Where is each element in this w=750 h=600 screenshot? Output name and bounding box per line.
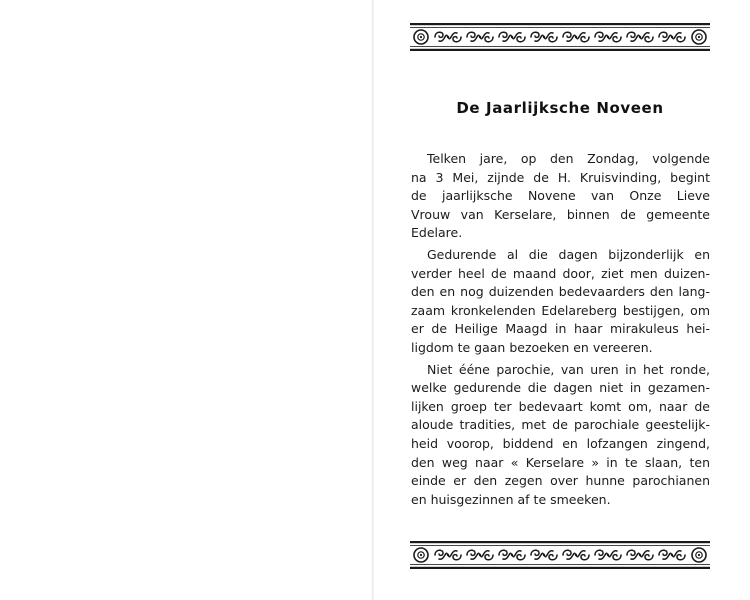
text-line: na 3 Mei, zijnde de H. Kruisvinding, begint — [411, 169, 710, 185]
text-line: en huisgezinnen af te smeeken. — [411, 491, 611, 507]
scroll-ornament-icon — [410, 22, 710, 52]
text-line: den en nog duizenden bedevaarders den lang- — [411, 284, 710, 300]
body-text — [411, 150, 710, 509]
text-line: heid voorop, biddend en lofzangen zingend, — [411, 435, 710, 451]
text-line: de jaarlijksche Novene van Onze Lieve — [411, 188, 710, 204]
text-line: einde er den zegen over hunne parochianen — [411, 473, 710, 489]
text-line: Niet ééne parochie, van uren in het ronde, — [427, 361, 710, 377]
text-line: Gedurende al die dagen bijzonderlijk en — [427, 246, 710, 262]
text-line: welke gedurende die dagen niet in gezamen- — [411, 380, 710, 396]
text-line: Telken jare, op den Zondag, volgende — [427, 151, 710, 166]
text-line: Vrouw van Kerselare, binnen de gemeente — [411, 206, 710, 222]
text-line: ligdom te gaan bezoeken en vereeren. — [411, 339, 653, 355]
text-line: verder heel de maand door, ziet men duizen- — [411, 265, 710, 281]
text-line: lijken groep ter bedevaart komt om, naar de — [411, 398, 710, 414]
scroll-ornament-icon — [410, 540, 710, 570]
paragraph — [411, 361, 710, 510]
top-ornament-border-icon — [410, 22, 710, 52]
page-title: De Jaarlijksche Noveen — [456, 99, 664, 117]
text-line: er de Heilige Maagd in haar mirakuleus hei- — [411, 321, 710, 337]
text-line: zaam kronkelenden Edelareberg bestijgen, om — [411, 302, 710, 318]
text-line: den weg naar « Kerselare » in te slaan, ten — [411, 454, 710, 470]
bottom-ornament-border-icon — [410, 540, 710, 570]
text-line: aloude tradities, met de parochiale geestelijk- — [411, 417, 710, 433]
paragraph — [411, 150, 710, 243]
text-line: Edelare. — [411, 225, 463, 241]
paragraph — [411, 246, 710, 358]
left-page-blank — [0, 0, 372, 600]
